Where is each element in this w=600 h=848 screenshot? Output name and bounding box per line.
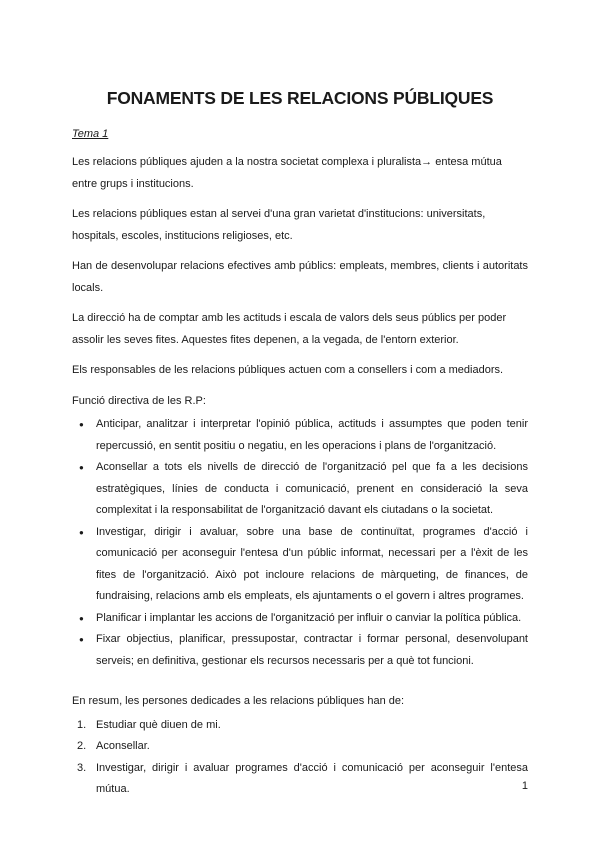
list-item — [72, 736, 528, 758]
list-item — [72, 715, 528, 737]
list-item-text: Aconsellar. — [96, 740, 150, 752]
list-item-text: Investigar, dirigir i avaluar programes d'acció i comunicació per aconseguir l'entesa mútua. — [96, 761, 528, 795]
paragraph: Les relacions públiques estan al servei d'una gran varietat d'institucions: universitats, hospitals, escoles, institucions religioses, etc. — [72, 208, 486, 242]
list-number: 3. — [77, 761, 87, 774]
paragraph: Les relacions públiques ajuden a la nostra societat complexa i pluralista→ entesa mútua entre grups i institucions. — [72, 156, 502, 190]
section-subtitle: Tema 1 — [72, 128, 109, 140]
list-item: ● Fixar objectius, planificar, pressupostar, contractar i formar personal, desenvolupant serveis; en definitiva, gestionar els recursos necessaris per a què tot funcioni. — [72, 629, 528, 672]
list-number: 1. — [77, 718, 87, 731]
summary-intro: En resum, les persones dedicades a les relacions públiques han de: — [72, 695, 405, 707]
numbered-list — [72, 715, 528, 801]
list-item: ● Anticipar, analitzar i interpretar l'opinió pública, actituds i assumptes que poden tenir repercussió, en sentit positiu o negatiu, en les operacions i plans de l'organització. — [72, 414, 528, 457]
page-number: 1 — [521, 780, 528, 792]
document-title: FONAMENTS DE LES RELACIONS PÚBLIQUES — [106, 88, 494, 108]
paragraph: Han de desenvolupar relacions efectives amb públics: empleats, membres, clients i autoritats locals. — [72, 260, 528, 294]
list-item: ● Aconsellar a tots els nivells de direcció de l'organització pel que fa a les decisions estratègiques, línies de conducta i comunicació, prenent en consideració la seva complexitat i la responsabilitat de l'organització davant els ciutadans o la societat. — [72, 457, 528, 522]
spacer — [72, 672, 528, 691]
bullet-list — [72, 414, 528, 672]
list-number: 2. — [77, 740, 87, 752]
document-body — [72, 152, 528, 801]
list-item-text: Estudiar què diuen de mi. — [96, 718, 221, 731]
paragraph: La direcció ha de comptar amb les actituds i escala de valors dels seus públics per poder assolir les seves fites. Aquestes fites depenen, a la vegada, de l'entorn exterior. — [72, 312, 507, 346]
paragraph: Funció directiva de les R.P: — [72, 394, 206, 407]
paragraph: Els responsables de les relacions públiques actuen com a consellers i com a mediadors. — [72, 364, 504, 376]
list-item: ● Planificar i implantar les accions de l'organització per influir o canviar la política pública. — [72, 608, 528, 630]
list-item — [72, 758, 528, 801]
list-item: ● Investigar, dirigir i avaluar, sobre una base de continuïtat, programes d'acció i comunicació per aconseguir l'entesa d'un públic informat, necessari per a l'èxit de les fites de l'organització. Això pot incloure relacions de màrqueting, de finances, de fundraising, relacions amb els empleats, els ajuntaments o el govern i altres programes. — [72, 522, 528, 608]
document-page — [72, 0, 528, 848]
